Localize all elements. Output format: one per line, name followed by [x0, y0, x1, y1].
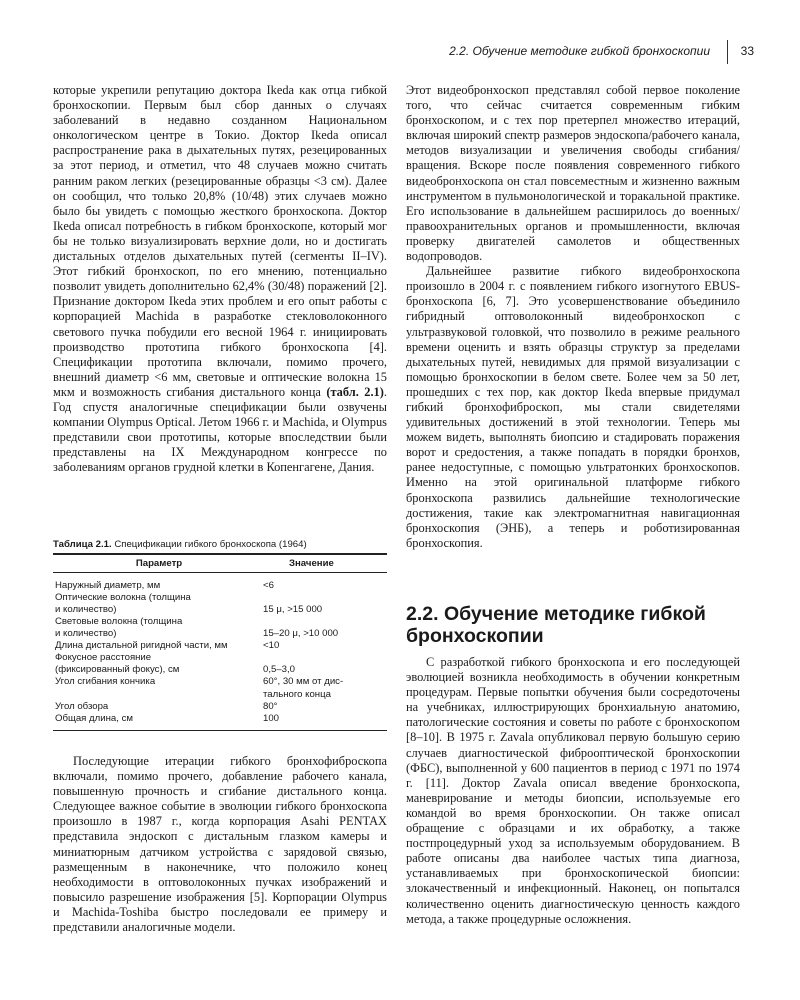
running-header-title: 2.2. Обучение методике гибкой бронхоскопии — [449, 44, 710, 58]
table-cell: Длина дистальной ригидной части, мм — [55, 640, 228, 652]
table-row — [53, 616, 387, 628]
paragraph-text: которые укрепили репутацию доктора Ikeda как отца гибкой бронхоскопии. Первым был сбор данных о случаях заболеваний в недавно созданном Национальном онкологическом центре в Токио. Доктор Ikeda описал распространение рака в дыхательных путях, резецированных за этот период, и отметил, что 48 случаев можно считать ранним раком легких (резецированные образцы <3 см). Далее он сообщил, что только 20,8% (10/48) этих случаев можно было бы увидеть с помощью жесткого бронхоскопа. Доктор Ikeda описал потребность в гибком бронхоскопе, который мог бы не только визуализировать верхние доли, но и достигать дистальных отделов дыхательных путей (сегменты II–IV). Этот гибкий бронхоскоп, по его мнению, потенциально позволит увидеть дополнительно 62,4% (30/48) поражений [2]. Признание доктором Ikeda этих проблем и его опыт работы с корпорацией Machida в разработке стекловолоконного светового пучка побудили его весной 1964 г. инициировать производство прототипа гибкого бронхоскопа [4]. Спецификации прототипа включали, помимо прочего, внешний диаметр <6 мм, световые и оптические волокна 15 мкм и возможность сгибания дистального конца — [53, 83, 387, 399]
table-cell: Фокусное расстояние — [55, 652, 152, 664]
paragraph: Последующие итерации гибкого бронхофиброскопа включали, помимо прочего, добавление рабочего канала, повышенную прочность и сгибание дистального конца. Следующее важное событие в эволюции гибкого бронхоскопа произошло в 1987 г., когда корпорация Asahi PENTAX представила эндоскоп с дистальным глазком камеры и миниатюрным датчиком устройства с зарядовой связью, размещенным в наконечнике, что положило конец необходимости в оптоволоконных пучках изображений и повысило разрешение изображения [5]. Корпорации Olympus и Machida-Toshiba быстро последовали ее примеру и представили аналогичные модели. — [53, 754, 387, 935]
table-cell: 15 μ, >15 000 — [263, 603, 323, 615]
table-rule-bottom — [53, 730, 387, 732]
running-header — [449, 34, 770, 64]
table-cell — [53, 689, 263, 701]
table-header-row — [53, 555, 387, 572]
table-row — [53, 592, 387, 604]
table-cell: Угол обзора — [55, 700, 109, 712]
table-body — [53, 573, 387, 730]
right-column — [406, 83, 740, 551]
table-cell: Световые волокна (толщина — [55, 615, 183, 627]
paragraph-text: . Год спустя аналогичные спецификации были озвучены компании Olympus Optical. Летом 1966 г. и Machida, и Olympus представили свои прототипы, которые впоследствии были представлены на IX Международном конгрессе по заболеваниям органов грудной клетки в Копенгагене, Дания. — [53, 384, 387, 475]
table-row — [53, 689, 387, 701]
table-row — [53, 640, 387, 652]
table-row — [53, 676, 387, 688]
table-cell: и количество) — [55, 628, 117, 640]
table-cell: Угол сгибания кончика — [55, 676, 156, 688]
table-row — [53, 604, 387, 616]
table-caption-text: Спецификации гибкого бронхоскопа (1964) — [114, 539, 307, 550]
table-cell: 0,5–3,0 — [263, 664, 296, 676]
table-cell: 100 — [263, 712, 280, 724]
table-cell: 15–20 μ, >10 000 — [263, 628, 339, 640]
page-number: 33 — [740, 44, 754, 58]
table-row — [53, 713, 387, 725]
paragraph: С разработкой гибкого бронхоскопа и его последующей эволюцией возникла необходимость в обучении конкретным процедурам. Первые попытки обучения были сосредоточены на учебниках, иллюстрирующих бронхиальную анатомию, патологические состояния и советы по работе с бронхоскопом [8–10]. В 1975 г. Zavala опубликовал первую большую серию случаев диагностической фиброоптической бронхоскопии (ФБС), выполненной у 600 пациентов в период с 1971 по 1974 г. [11]. Доктор Zavala описал введение бронхоскопа, маневрирование и методы биопсии, используемые его командой во время бронхоскопии. Он также описал обращение с образцами и их обработку, а также постпроцедурный уход за используемым оборудованием. В работе описаны два наиболее частых типа диагноза, устанавливаемых при бронхоскопической биопсии: злокачественный и инфекционный. Наконец, он попытался количественно оценить диагностическую ценность каждого метода, а также процедурные осложнения. — [406, 655, 740, 926]
table-header-value: Значение — [289, 557, 334, 569]
table-cell: <6 — [263, 579, 274, 591]
table-row — [53, 652, 387, 664]
table-row — [53, 664, 387, 676]
table-cell: (фиксированный фокус), см — [55, 664, 180, 676]
table-cell: Оптические волокна (толщина — [55, 591, 191, 603]
paragraph: Дальнейшее развитие гибкого видеобронхоскопа произошло в 2004 г. с появлением гибкого изогнутого EBUS-бронхоскопа [6, 7]. Это усовершенствование объединило гибридный оптоволоконный видеобронхоскоп с ультразвуковой головкой, что позволило в режиме реального времени оценить и взять образцы структур за пределами дыхательных путей, невидимых для прямой визуализации с помощью бронхоскопии в белом свете. Более чем за 50 лет, прошедших с тех пор, как доктор Ikeda впервые придумал гибкий бронхофиброскоп, мы стали свидетелями удивительных достижений в этой технологии. Теперь мы можем видеть, выполнять биопсию и стадировать поражения ворот и средостения, а также попадать в порядки бронхов, ранее недоступные, с помощью ультратонких бронхоскопов. Именно на этой оригинальной платформе гибкого бронхоскопа развились дальнейшие технологические достижения, такие как электромагнитная навигационная бронхоскопия (ЭНБ), а теперь и роботизированная бронхоскопия. — [406, 264, 740, 550]
table-cell — [263, 592, 387, 604]
table-cell: Наружный диаметр, мм — [55, 579, 161, 591]
paragraph: Этот видеобронхоскоп представлял собой первое поколение того, что сейчас считается современным гибким бронхоскопом, и с тех пор претерпел множество итераций, включая широкий спектр размеров эндоскопа/рабочего канала, методов визуализации и увеличения свободы сгибания/вращения. Вскоре после появления современного гибкого видеобронхоскопа он стал повсеместным и жизненно важным инструментом в пульмонологической и торакальной практике. Его использование в дальнейшем расширилось до военных/правоохранительных органов и промышленности, включая проверку двигателей самолетов и общественных водопроводов. — [406, 83, 740, 264]
table-header-parameter: Параметр — [135, 557, 183, 569]
table-row — [53, 580, 387, 592]
table-cell: 80° — [263, 700, 278, 712]
left-column-bottom — [53, 754, 387, 935]
table-cell — [263, 652, 387, 664]
table-row — [53, 628, 387, 640]
table-cell: и количество) — [55, 603, 117, 615]
header-divider — [727, 40, 728, 64]
spec-table — [53, 553, 387, 731]
right-column-section — [406, 655, 740, 927]
table-caption-label: Таблица 2.1. — [53, 539, 112, 550]
table-row — [53, 701, 387, 713]
table-caption — [53, 539, 387, 550]
section-heading: 2.2. Обучение методике гибкой бронхоскопии — [406, 603, 706, 647]
table-cell — [263, 616, 387, 628]
table-cell: Общая длина, см — [55, 712, 133, 724]
paragraph — [53, 83, 387, 475]
table-cell: <10 — [263, 640, 280, 652]
table-reference: (табл. 2.1) — [326, 384, 384, 399]
table-cell: 60°, 30 мм от дис- — [263, 676, 344, 688]
table-cell: тального конца — [263, 688, 331, 700]
left-column — [53, 83, 387, 475]
